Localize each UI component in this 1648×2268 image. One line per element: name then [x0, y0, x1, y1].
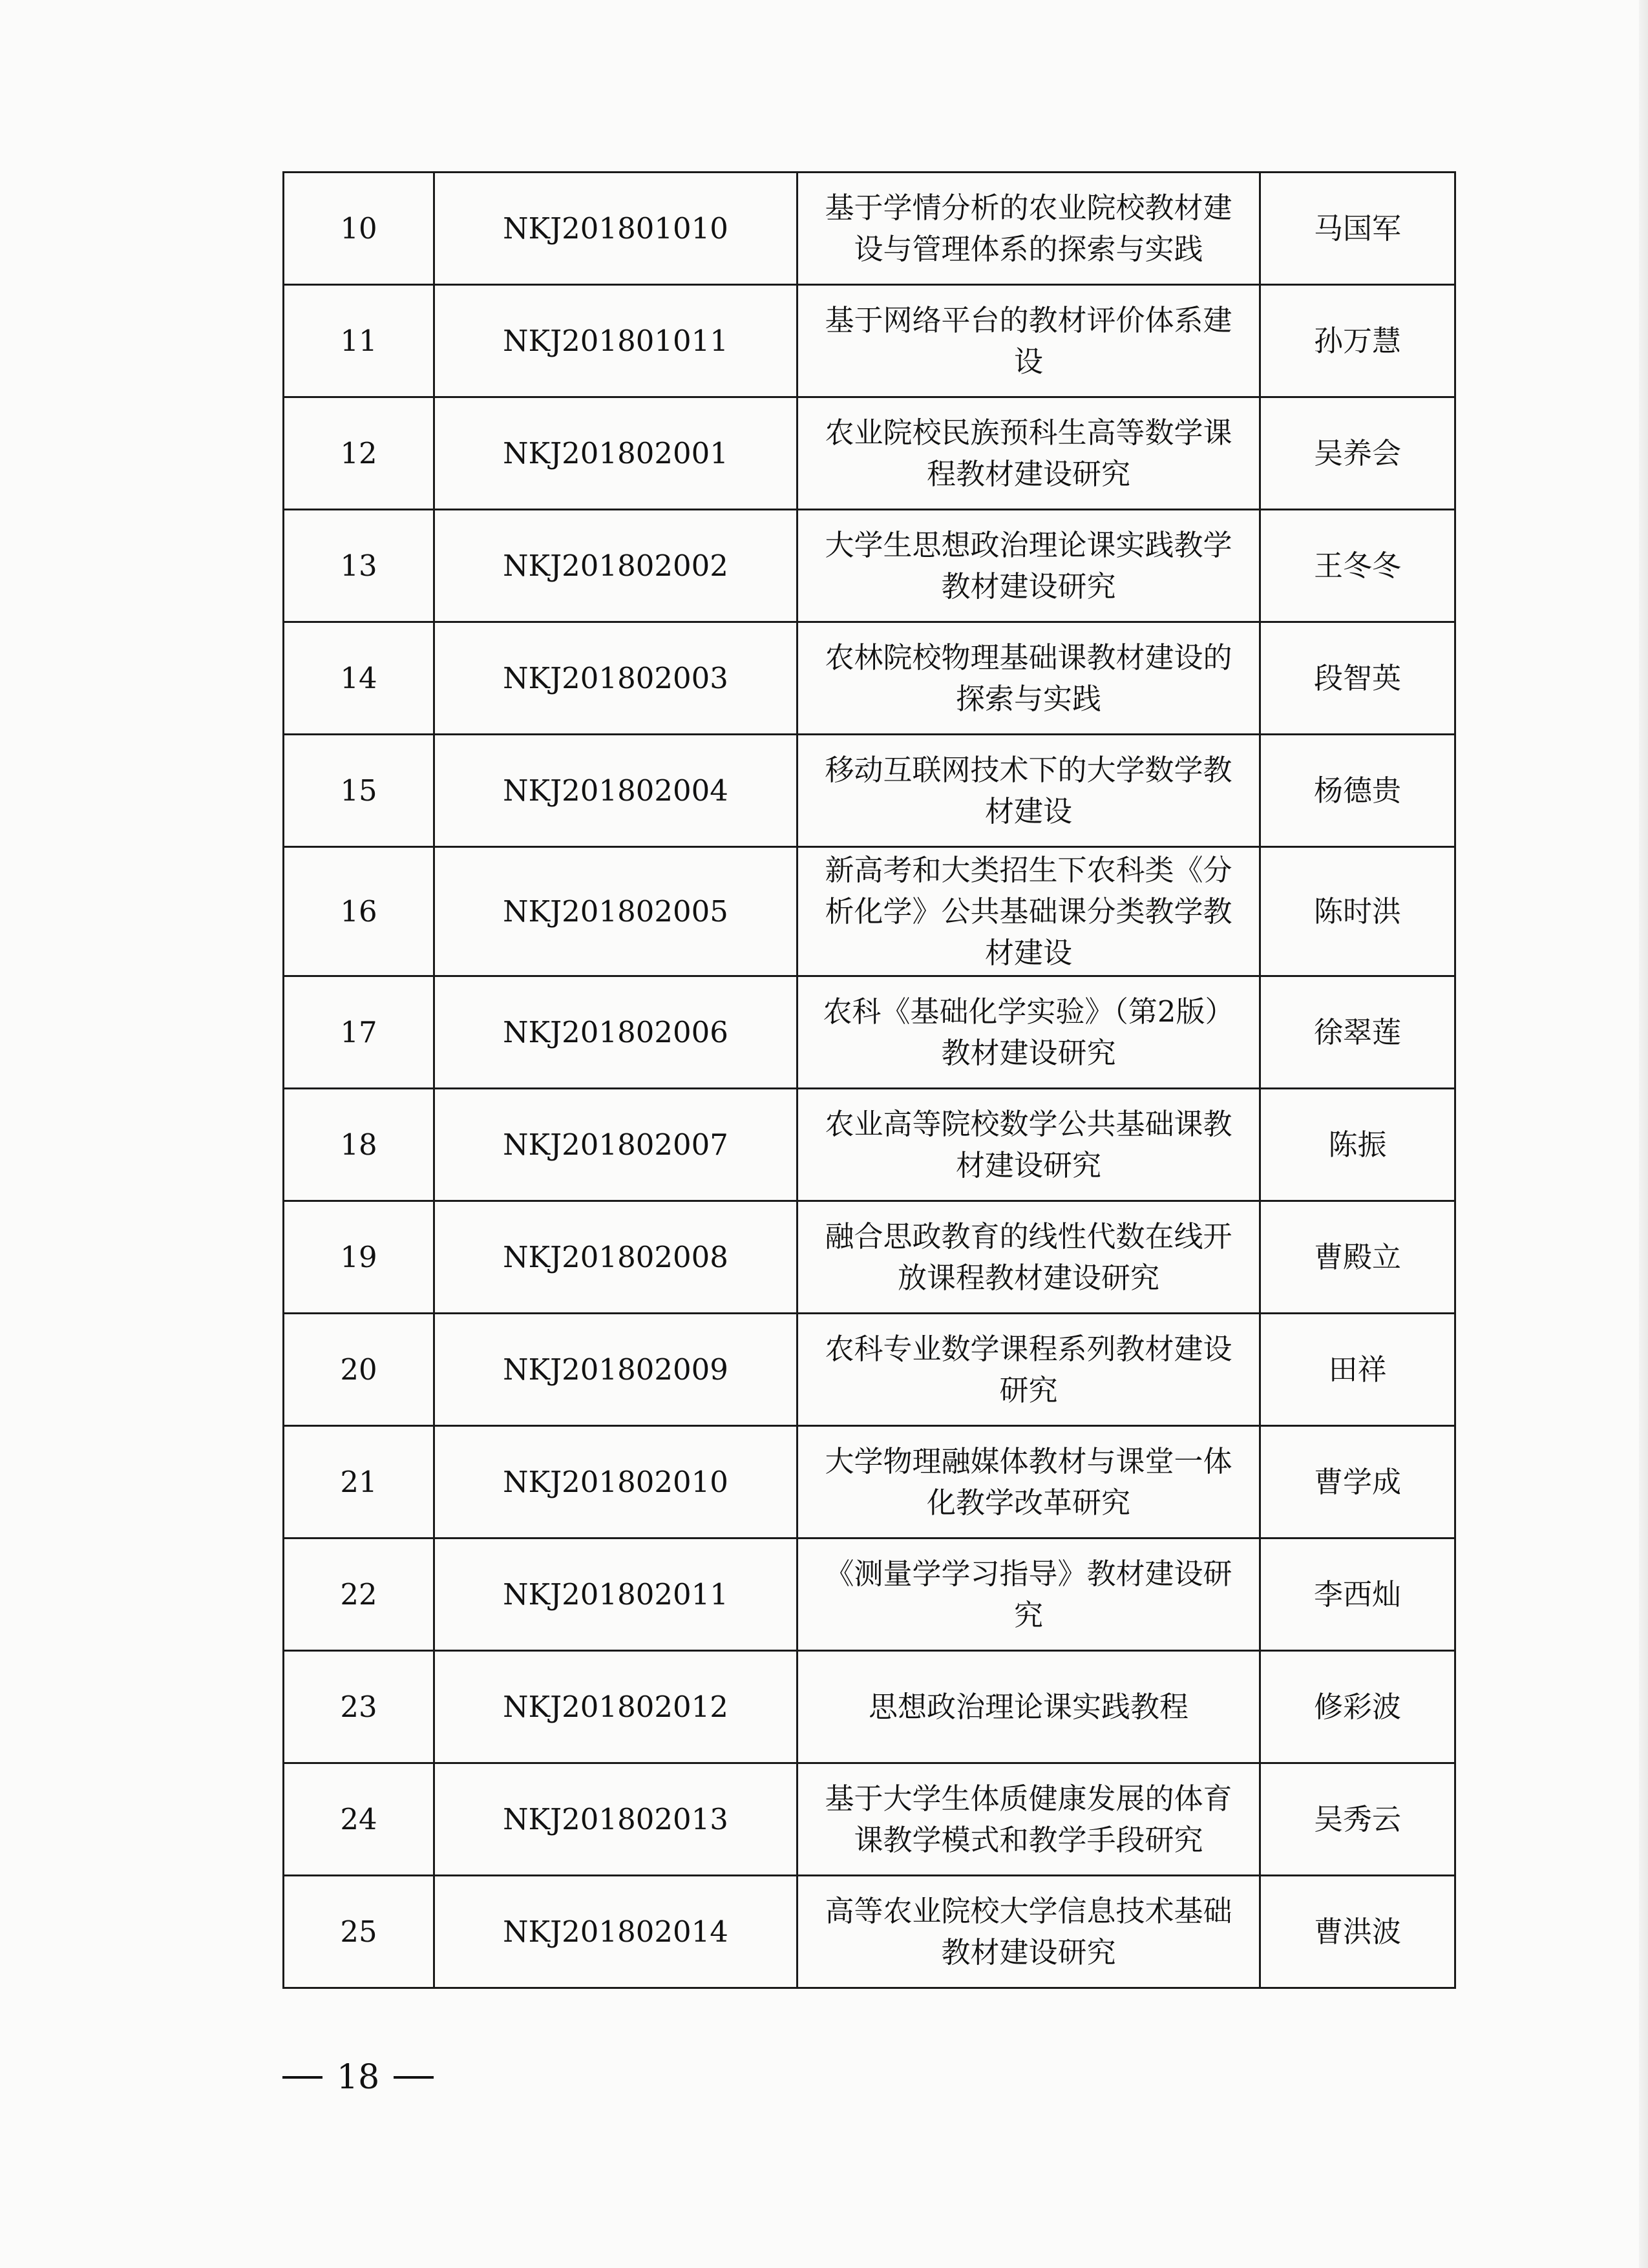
project-leader-text: 曹洪波: [1313, 1914, 1401, 1949]
row-number-text: 22: [340, 1577, 377, 1612]
project-leader-text: 修彩波: [1313, 1689, 1401, 1724]
row-number-text: 17: [340, 1014, 377, 1049]
project-leader-cell: [1260, 1201, 1455, 1314]
table-row: [284, 510, 1455, 622]
project-leader-cell: [1260, 1538, 1455, 1651]
project-code-text: NKJ201802002: [503, 548, 728, 583]
project-title-text: 农林院校物理基础课教材建设的探索与实践: [825, 640, 1232, 716]
project-title-text: 基于网络平台的教材评价体系建设: [825, 302, 1232, 379]
row-number-cell: [284, 1876, 434, 1988]
project-title-cell: [798, 1314, 1260, 1426]
table-row: [284, 1201, 1455, 1314]
project-code-cell: [434, 1201, 798, 1314]
project-code-text: NKJ201802009: [503, 1352, 728, 1387]
project-table: [282, 171, 1456, 1989]
project-leader-cell: [1260, 1763, 1455, 1876]
project-code-cell: [434, 510, 798, 622]
project-title-cell: [798, 397, 1260, 510]
project-code-text: NKJ201801011: [503, 323, 728, 358]
project-title-text: 《测量学学习指导》教材建设研究: [825, 1556, 1232, 1632]
project-leader-cell: [1260, 847, 1455, 976]
project-code-text: NKJ201802013: [503, 1801, 728, 1836]
row-number-cell: [284, 173, 434, 285]
row-number-cell: [284, 622, 434, 735]
project-title-cell: [798, 1763, 1260, 1876]
project-leader-text: 李西灿: [1313, 1577, 1401, 1612]
project-code-cell: [434, 1651, 798, 1763]
project-code-cell: [434, 173, 798, 285]
table-row: [284, 173, 1455, 285]
project-title-text: 移动互联网技术下的大学数学教材建设: [825, 752, 1232, 828]
row-number-text: 25: [340, 1914, 377, 1949]
project-title-cell: [798, 1876, 1260, 1988]
project-leader-cell: [1260, 1314, 1455, 1426]
project-leader-cell: [1260, 510, 1455, 622]
row-number-text: 16: [340, 894, 377, 929]
project-leader-cell: [1260, 622, 1455, 735]
project-leader-cell: [1260, 1089, 1455, 1201]
project-title-text: 农科《基础化学实验》（第2版）教材建设研究: [823, 994, 1234, 1070]
footer-right-dash: [394, 2076, 434, 2079]
project-title-text: 农业高等院校数学公共基础课教材建设研究: [825, 1106, 1232, 1182]
project-code-cell: [434, 735, 798, 847]
project-leader-text: 王冬冬: [1313, 548, 1401, 583]
project-leader-text: 吴养会: [1313, 436, 1401, 470]
row-number-cell: [284, 735, 434, 847]
row-number-cell: [284, 285, 434, 397]
project-code-cell: [434, 847, 798, 976]
project-leader-cell: [1260, 1651, 1455, 1763]
row-number-text: 18: [340, 1127, 377, 1162]
row-number-cell: [284, 1763, 434, 1876]
project-leader-text: 陈时洪: [1313, 894, 1401, 929]
project-code-cell: [434, 622, 798, 735]
table-row: [284, 622, 1455, 735]
project-title-cell: [798, 735, 1260, 847]
project-leader-text: 杨德贵: [1313, 773, 1401, 808]
project-leader-text: 田祥: [1328, 1352, 1387, 1387]
footer-left-dash: [282, 2076, 322, 2079]
project-code-text: NKJ201802007: [503, 1127, 728, 1162]
project-leader-cell: [1260, 397, 1455, 510]
row-number-cell: [284, 397, 434, 510]
table-row: [284, 1538, 1455, 1651]
row-number-cell: [284, 510, 434, 622]
project-title-text: 大学物理融媒体教材与课堂一体化教学改革研究: [825, 1444, 1232, 1520]
project-title-text: 大学生思想政治理论课实践教学教材建设研究: [825, 527, 1232, 604]
project-title-text: 新高考和大类招生下农科类《分析化学》公共基础课分类教学教材建设: [825, 852, 1232, 970]
project-code-text: NKJ201802012: [503, 1689, 728, 1724]
table-row: [284, 735, 1455, 847]
project-title-text: 思想政治理论课实践教程: [868, 1689, 1188, 1724]
project-title-text: 高等农业院校大学信息技术基础教材建设研究: [825, 1893, 1232, 1969]
row-number-text: 23: [340, 1689, 377, 1724]
row-number-cell: [284, 1314, 434, 1426]
project-code-cell: [434, 1763, 798, 1876]
row-number-text: 12: [340, 436, 377, 470]
project-title-cell: [798, 1201, 1260, 1314]
project-code-text: NKJ201802005: [503, 894, 728, 929]
project-code-cell: [434, 1089, 798, 1201]
project-code-cell: [434, 1876, 798, 1988]
table-row: [284, 1314, 1455, 1426]
project-leader-cell: [1260, 976, 1455, 1089]
project-leader-text: 段智英: [1313, 660, 1401, 695]
table-row: [284, 285, 1455, 397]
row-number-text: 15: [340, 773, 377, 808]
project-leader-text: 曹殿立: [1313, 1239, 1401, 1274]
row-number-cell: [284, 1426, 434, 1538]
project-code-text: NKJ201802011: [503, 1577, 728, 1612]
project-title-text: 基于大学生体质健康发展的体育课教学模式和教学手段研究: [825, 1781, 1232, 1857]
table-row: [284, 1089, 1455, 1201]
project-leader-text: 徐翠莲: [1313, 1014, 1401, 1049]
project-leader-cell: [1260, 285, 1455, 397]
project-leader-text: 曹学成: [1313, 1464, 1401, 1499]
row-number-text: 10: [340, 211, 377, 246]
row-number-cell: [284, 1089, 434, 1201]
project-code-text: NKJ201802014: [503, 1914, 728, 1949]
project-code-text: NKJ201802003: [503, 660, 728, 695]
table-row: [284, 976, 1455, 1089]
project-code-text: NKJ201802001: [503, 436, 728, 470]
row-number-text: 11: [340, 323, 377, 358]
project-title-cell: [798, 622, 1260, 735]
project-title-cell: [798, 285, 1260, 397]
row-number-text: 20: [340, 1352, 377, 1387]
project-leader-cell: [1260, 735, 1455, 847]
table-row: [284, 1876, 1455, 1988]
table-row: [284, 1426, 1455, 1538]
row-number-cell: [284, 1201, 434, 1314]
row-number-cell: [284, 847, 434, 976]
project-leader-cell: [1260, 1876, 1455, 1988]
project-code-cell: [434, 1538, 798, 1651]
project-leader-text: 孙万慧: [1313, 323, 1401, 358]
page-number: 18: [337, 2058, 380, 2097]
project-title-cell: [798, 1651, 1260, 1763]
row-number-text: 19: [340, 1239, 377, 1274]
project-title-cell: [798, 976, 1260, 1089]
project-leader-text: 吴秀云: [1313, 1801, 1401, 1836]
project-code-cell: [434, 1426, 798, 1538]
row-number-cell: [284, 1538, 434, 1651]
project-title-cell: [798, 173, 1260, 285]
project-leader-cell: [1260, 1426, 1455, 1538]
project-code-text: NKJ201802006: [503, 1014, 728, 1049]
project-title-cell: [798, 1426, 1260, 1538]
page-footer: [282, 2055, 434, 2100]
project-code-cell: [434, 1314, 798, 1426]
project-code-cell: [434, 397, 798, 510]
table-row: [284, 847, 1455, 976]
project-code-cell: [434, 285, 798, 397]
project-code-cell: [434, 976, 798, 1089]
project-code-text: NKJ201801010: [503, 211, 728, 246]
row-number-text: 13: [340, 548, 377, 583]
project-title-cell: [798, 1089, 1260, 1201]
project-code-text: NKJ201802004: [503, 773, 728, 808]
row-number-text: 14: [340, 660, 377, 695]
project-code-text: NKJ201802010: [503, 1464, 728, 1499]
project-title-text: 融合思政教育的线性代数在线开放课程教材建设研究: [825, 1219, 1232, 1295]
project-title-cell: [798, 847, 1260, 976]
project-leader-text: 马国军: [1313, 211, 1401, 246]
row-number-text: 24: [340, 1801, 377, 1836]
table-row: [284, 1763, 1455, 1876]
project-code-text: NKJ201802008: [503, 1239, 728, 1274]
project-title-cell: [798, 1538, 1260, 1651]
table-row: [284, 397, 1455, 510]
project-title-cell: [798, 510, 1260, 622]
project-title-text: 基于学情分析的农业院校教材建设与管理体系的探索与实践: [825, 190, 1232, 266]
row-number-cell: [284, 976, 434, 1089]
project-leader-text: 陈振: [1328, 1127, 1387, 1162]
project-table-body: [284, 173, 1455, 1988]
page-edge-shadow: [1639, 0, 1648, 2268]
project-title-text: 农业院校民族预科生高等数学课程教材建设研究: [825, 415, 1232, 491]
project-leader-cell: [1260, 173, 1455, 285]
row-number-cell: [284, 1651, 434, 1763]
table-row: [284, 1651, 1455, 1763]
row-number-text: 21: [340, 1464, 377, 1499]
project-title-text: 农科专业数学课程系列教材建设研究: [825, 1331, 1232, 1407]
